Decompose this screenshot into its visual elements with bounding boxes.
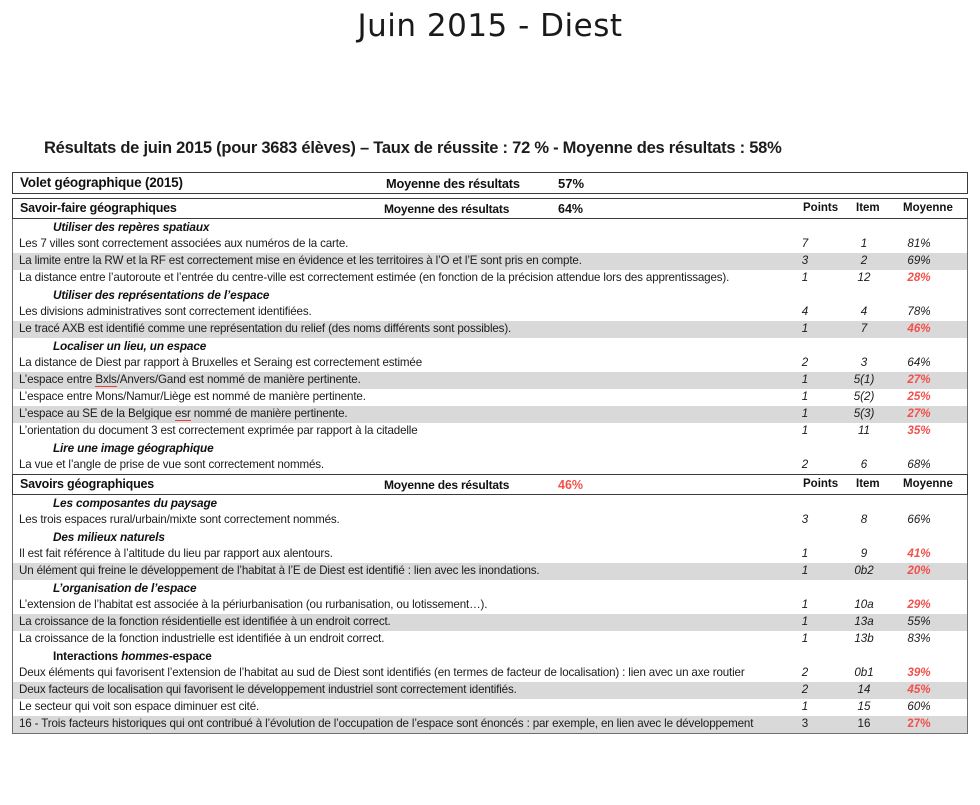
cell-moyenne: 25% xyxy=(907,390,931,403)
table-row xyxy=(13,699,967,716)
cell-points: 2 xyxy=(801,683,809,696)
cell-item: 2 xyxy=(860,254,868,267)
cell-points: 1 xyxy=(801,598,809,611)
table-row xyxy=(13,355,967,372)
table-row xyxy=(13,614,967,631)
cell-item: 1 xyxy=(860,237,868,250)
cell-points: 1 xyxy=(801,407,809,420)
results-table xyxy=(12,172,968,734)
subsection-label: Interactions hommes-espace xyxy=(53,649,212,663)
cell-points: 1 xyxy=(801,322,809,335)
table-row xyxy=(13,304,967,321)
cell-points: 1 xyxy=(801,424,809,437)
criterion-text: Deux éléments qui favorisent l’extension de l’habitat au sud de Diest sont identifiés (en termes de facteur de localisation) : lien avec un axe routier xyxy=(19,666,745,679)
criterion-text: La croissance de la fonction industrielle est identifiée à un endroit correct. xyxy=(19,632,385,645)
column-header-points: Points xyxy=(803,202,839,214)
column-header-item: Item xyxy=(856,202,880,214)
cell-points: 1 xyxy=(801,373,809,386)
cell-moyenne: 20% xyxy=(907,564,931,577)
criterion-text: L’espace au SE de la Belgique esr nommé de manière pertinente. xyxy=(19,407,348,420)
subsection-label: Lire une image géographique xyxy=(53,441,214,455)
cell-moyenne: 35% xyxy=(907,424,931,437)
subsection-label: Localiser un lieu, un espace xyxy=(53,339,207,353)
cell-points: 1 xyxy=(801,632,809,645)
cell-moyenne: 28% xyxy=(907,271,931,284)
banner-savoir-faire-label: Moyenne des résultats xyxy=(384,202,510,216)
criterion-text: Deux facteurs de localisation qui favorisent le développement industriel sont correctement identifiés. xyxy=(19,683,517,696)
cell-moyenne: 29% xyxy=(907,598,931,611)
criterion-text: Les 7 villes sont correctement associées aux numéros de la carte. xyxy=(19,237,349,250)
criterion-text: Les trois espaces rural/urbain/mixte sont correctement nommés. xyxy=(19,513,340,526)
subsection-heading xyxy=(13,440,967,457)
cell-item: 14 xyxy=(857,683,871,696)
subsection-label: Des milieux naturels xyxy=(53,530,165,544)
cell-moyenne: 60% xyxy=(907,700,931,713)
column-header-item-2: Item xyxy=(856,478,880,490)
table-row xyxy=(13,406,967,423)
subsection-heading xyxy=(13,529,967,546)
cell-item: 3 xyxy=(860,356,868,369)
cell-points: 2 xyxy=(801,356,809,369)
criterion-text: La distance entre l’autoroute et l’entrée du centre-ville est correctement estimée (en fonction de la précision attendue lors des apprentissages). xyxy=(19,271,730,284)
subsection-label: Utiliser des repères spatiaux xyxy=(53,220,210,234)
column-header-moyenne: Moyenne xyxy=(903,202,953,214)
cell-points: 1 xyxy=(801,615,809,628)
cell-moyenne: 69% xyxy=(907,254,931,267)
cell-item: 12 xyxy=(857,271,871,284)
cell-points: 2 xyxy=(801,666,809,679)
cell-item: 4 xyxy=(860,305,868,318)
table-row xyxy=(13,236,967,253)
criterion-text: La limite entre la RW et la RF est correctement mise en évidence et les territoires à l’O et l’E sont pris en compte. xyxy=(19,254,582,267)
cell-points: 7 xyxy=(801,237,809,250)
table-row xyxy=(13,665,967,682)
cell-moyenne: 45% xyxy=(907,683,931,696)
banner-volet-title: Volet géographique (2015) xyxy=(20,175,183,190)
subsection-heading xyxy=(13,219,967,236)
cell-moyenne: 41% xyxy=(907,547,931,560)
cell-points: 2 xyxy=(801,458,809,471)
cell-moyenne: 46% xyxy=(907,322,931,335)
banner-volet-value: 57% xyxy=(558,176,585,191)
table-row xyxy=(13,682,967,699)
criterion-text: La croissance de la fonction résidentielle est identifiée à un endroit correct. xyxy=(19,615,391,628)
subsection-heading xyxy=(13,580,967,597)
cell-moyenne: 78% xyxy=(907,305,931,318)
subsection-heading xyxy=(13,287,967,304)
cell-moyenne: 83% xyxy=(907,632,931,645)
criterion-text: Un élément qui freine le développement de l’habitat à l’E de Diest est identifié : lien avec les inondations. xyxy=(19,564,540,577)
cell-moyenne: 66% xyxy=(907,513,931,526)
table-row xyxy=(13,716,967,733)
subsection-label: L’organisation de l’espace xyxy=(53,581,197,595)
cell-points: 3 xyxy=(801,513,809,526)
banner-savoirs-value: 46% xyxy=(558,478,584,492)
spellcheck-underline: Bxls xyxy=(95,373,117,386)
criterion-text: L’espace entre Bxls/Anvers/Gand est nommé de manière pertinente. xyxy=(19,373,361,386)
criterion-text: L’orientation du document 3 est correctement exprimée par rapport à la citadelle xyxy=(19,424,418,437)
table-row xyxy=(13,389,967,406)
banner-savoir-faire-title: Savoir-faire géographiques xyxy=(20,201,177,215)
table-row xyxy=(13,372,967,389)
cell-points: 1 xyxy=(801,700,809,713)
subsection-label: Utiliser des représentations de l’espace xyxy=(53,288,270,302)
table-row xyxy=(13,253,967,270)
cell-points: 1 xyxy=(801,271,809,284)
subsection-heading xyxy=(13,338,967,355)
banner-savoirs-title: Savoirs géographiques xyxy=(20,477,155,491)
cell-item: 5(3) xyxy=(853,407,875,420)
cell-item: 6 xyxy=(860,458,868,471)
savoir-faire-rows xyxy=(12,219,968,474)
cell-item: 9 xyxy=(860,547,868,560)
subsection-heading xyxy=(13,648,967,665)
criterion-text: Il est fait référence à l’altitude du lieu par rapport aux alentours. xyxy=(19,547,333,560)
table-row xyxy=(13,563,967,580)
banner-volet xyxy=(12,172,968,194)
slide-title: Juin 2015 - Diest xyxy=(357,8,623,44)
table-row xyxy=(13,423,967,440)
column-header-moyenne-2: Moyenne xyxy=(903,478,953,490)
cell-points: 4 xyxy=(801,305,809,318)
banner-savoir-faire xyxy=(12,198,968,219)
cell-item: 5(2) xyxy=(853,390,875,403)
cell-moyenne: 39% xyxy=(907,666,931,679)
column-header-points-2: Points xyxy=(803,478,839,490)
cell-points: 1 xyxy=(801,547,809,560)
spellcheck-underline: esr xyxy=(175,407,191,420)
cell-points: 1 xyxy=(801,390,809,403)
cell-item: 11 xyxy=(857,424,871,437)
cell-points: 1 xyxy=(801,564,809,577)
table-row xyxy=(13,321,967,338)
cell-moyenne: 68% xyxy=(907,458,931,471)
cell-item: 15 xyxy=(857,700,871,713)
cell-item: 7 xyxy=(860,322,868,335)
cell-item: 16 xyxy=(857,717,871,730)
banner-savoirs xyxy=(12,474,968,495)
criterion-text: Les divisions administratives sont correctement identifiées. xyxy=(19,305,312,318)
banner-volet-label: Moyenne des résultats xyxy=(386,176,520,191)
subsection-heading xyxy=(13,495,967,512)
table-row xyxy=(13,597,967,614)
cell-moyenne: 27% xyxy=(907,407,931,420)
criterion-text: L’espace entre Mons/Namur/Liège est nommé de manière pertinente. xyxy=(19,390,366,403)
cell-points: 3 xyxy=(801,717,809,730)
cell-item: 0b2 xyxy=(854,564,874,577)
criterion-text: La distance de Diest par rapport à Bruxelles et Seraing est correctement estimée xyxy=(19,356,423,369)
cell-item: 10a xyxy=(854,598,874,611)
subsection-label: Les composantes du paysage xyxy=(53,496,217,510)
table-row xyxy=(13,546,967,563)
cell-points: 3 xyxy=(801,254,809,267)
criterion-text: Le tracé AXB est identifié comme une représentation du relief (des noms différents sont possibles). xyxy=(19,322,512,335)
table-row xyxy=(13,631,967,648)
cell-moyenne: 64% xyxy=(907,356,931,369)
criterion-text: Le secteur qui voit son espace diminuer est cité. xyxy=(19,700,260,713)
cell-moyenne: 27% xyxy=(907,717,931,730)
cell-item: 0b1 xyxy=(854,666,874,679)
cell-item: 8 xyxy=(860,513,868,526)
cell-item: 5(1) xyxy=(853,373,875,386)
cell-item: 13a xyxy=(854,615,874,628)
results-headline: Résultats de juin 2015 (pour 3683 élèves) – Taux de réussite : 72 % - Moyenne des résultats : 58% xyxy=(44,139,782,157)
table-row xyxy=(13,270,967,287)
criterion-text: L’extension de l’habitat est associée à la périurbanisation (ou rurbanisation, ou lotissement…). xyxy=(19,598,488,611)
table-row xyxy=(13,457,967,474)
savoirs-rows xyxy=(12,495,968,734)
banner-savoir-faire-value: 64% xyxy=(558,202,584,216)
cell-moyenne: 81% xyxy=(907,237,931,250)
table-row xyxy=(13,512,967,529)
cell-moyenne: 55% xyxy=(907,615,931,628)
criterion-text: 16 - Trois facteurs historiques qui ont contribué à l’évolution de l’occupation de l’espace sont énoncés : par exemple, en lien avec le développement xyxy=(19,717,754,730)
criterion-text: La vue et l’angle de prise de vue sont correctement nommés. xyxy=(19,458,324,471)
cell-item: 13b xyxy=(854,632,874,645)
cell-moyenne: 27% xyxy=(907,373,931,386)
banner-savoirs-label: Moyenne des résultats xyxy=(384,478,510,492)
